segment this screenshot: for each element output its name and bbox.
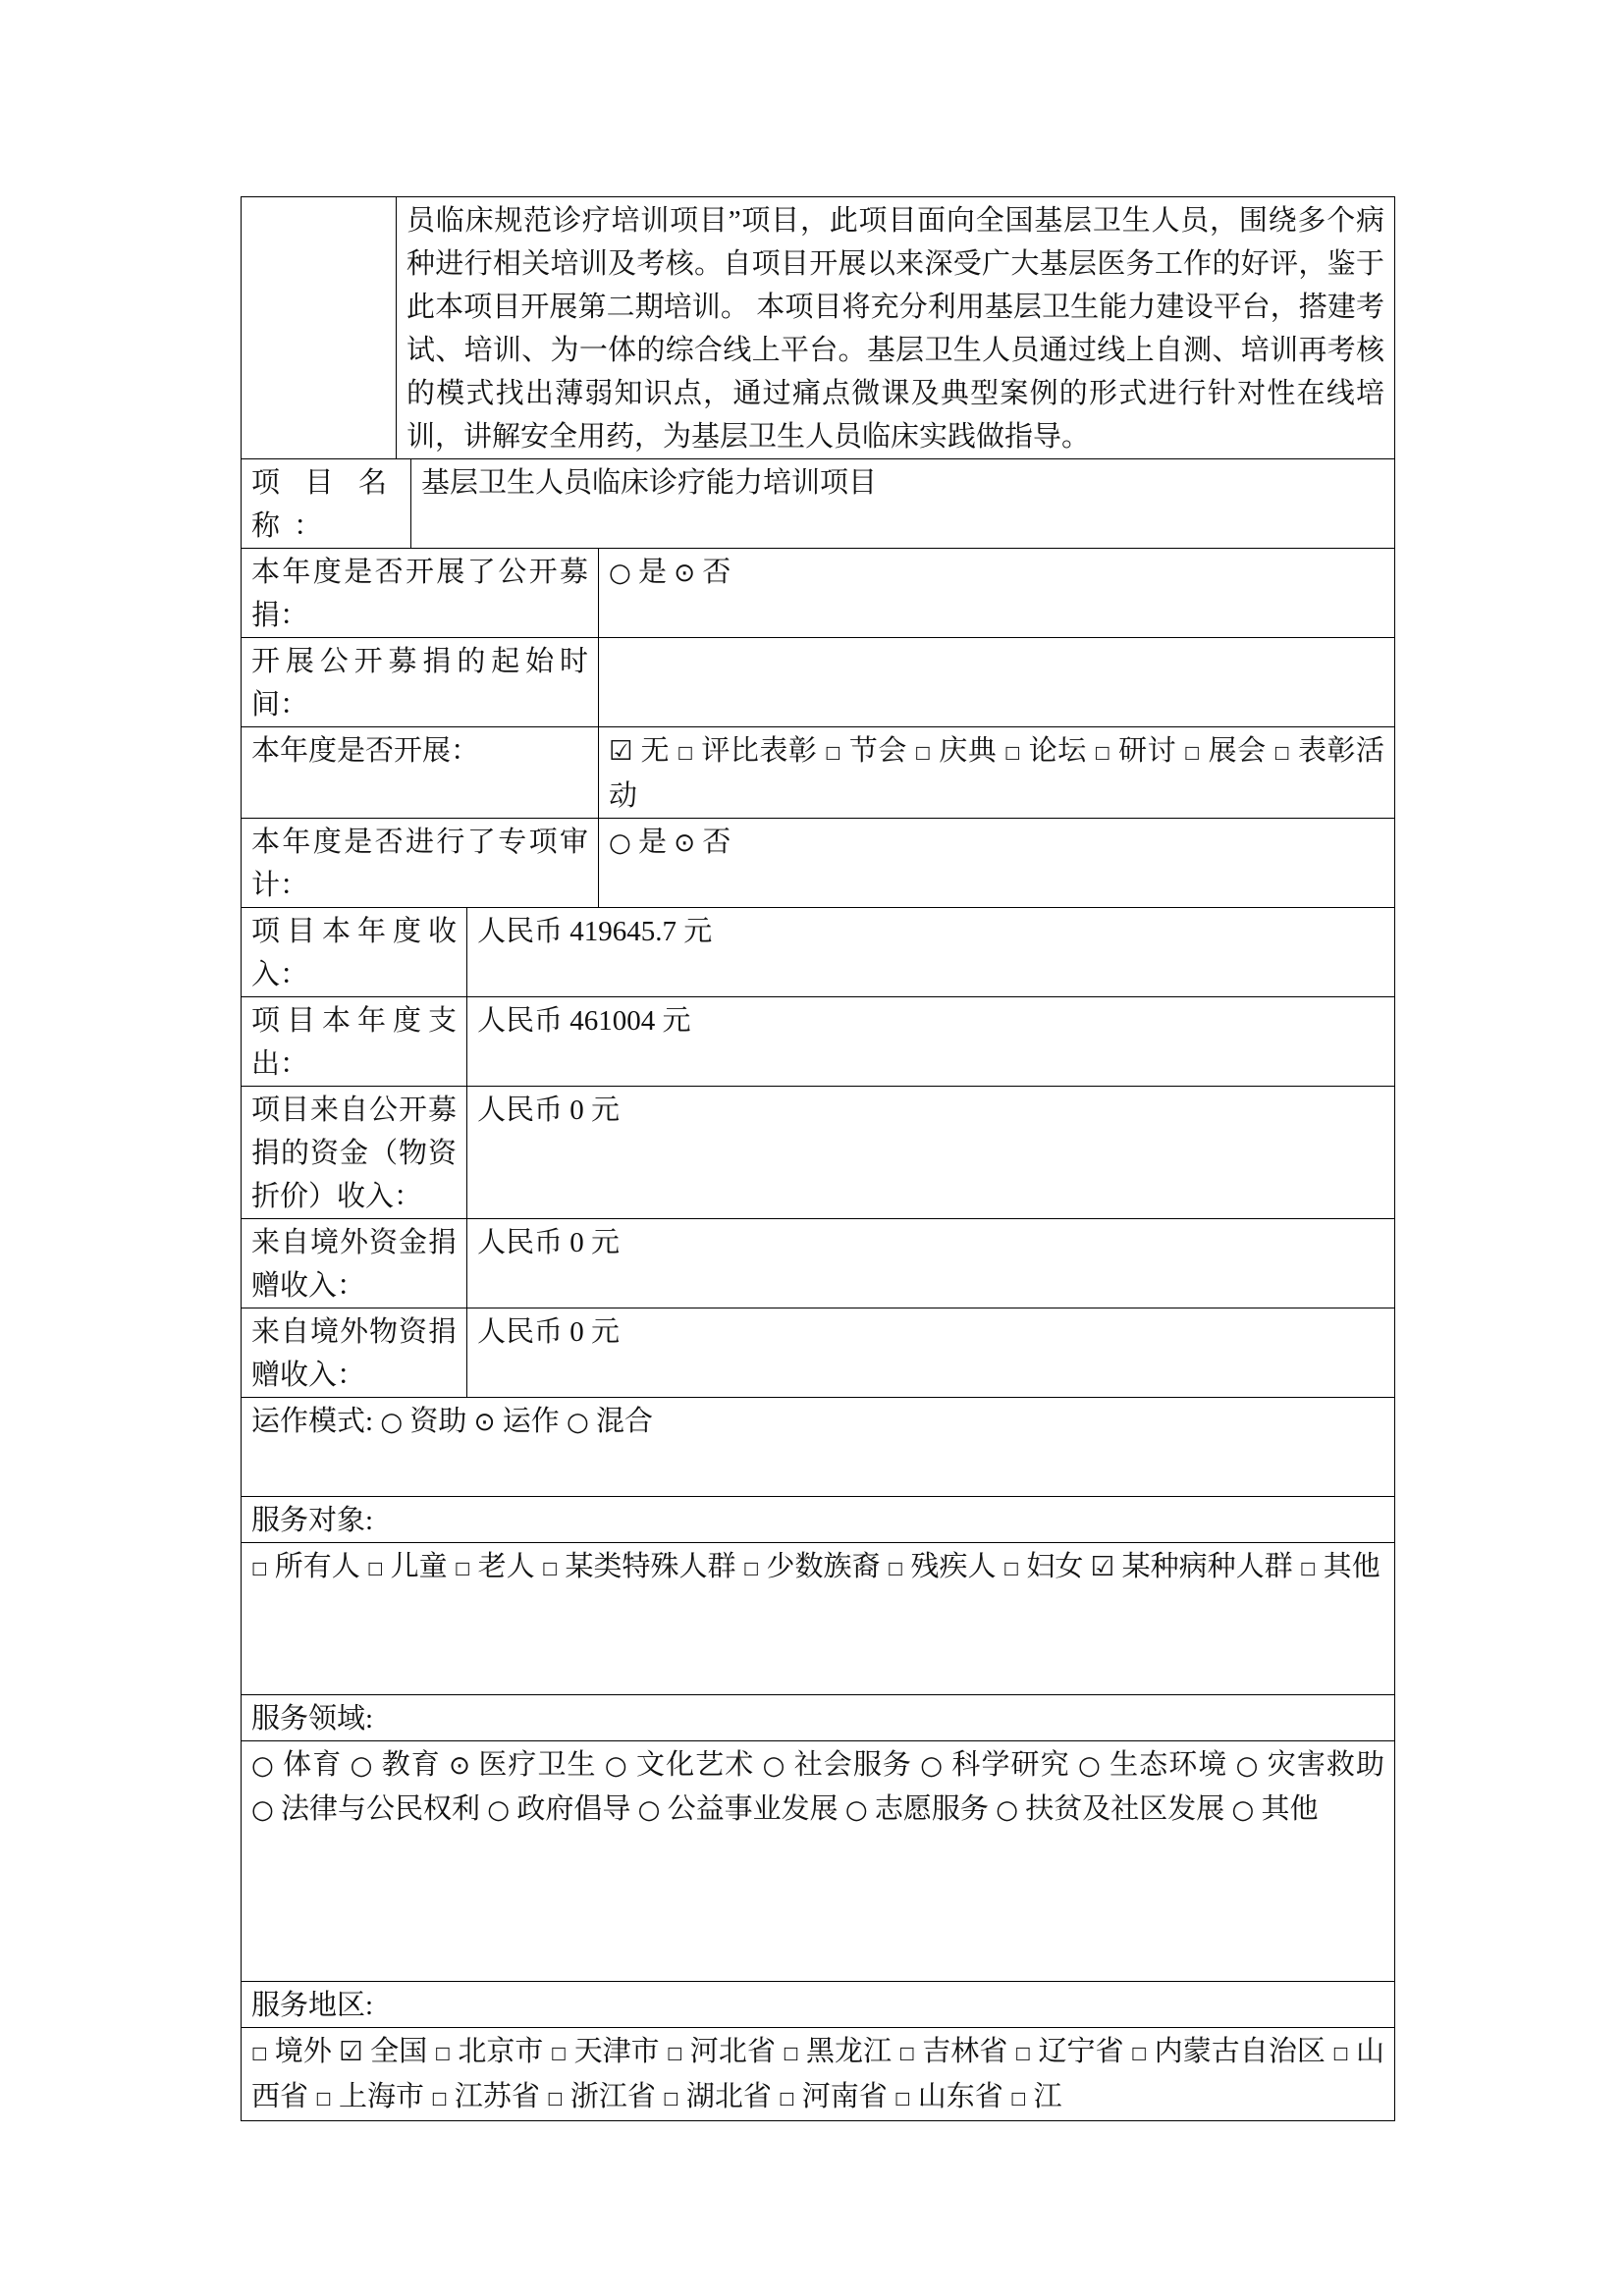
service-regions-header-row — [241, 1981, 1395, 2027]
radio-unchecked-icon: ○ — [1231, 1794, 1255, 1825]
operation-mode-label: 运作模式: — [251, 1405, 374, 1437]
radio-unchecked-icon: ○ — [604, 1750, 628, 1781]
option-label: 全国 — [370, 2035, 428, 2067]
activities-options — [599, 727, 1394, 818]
radio-checked-icon: ⊙ — [674, 559, 696, 588]
option-label: 天津市 — [573, 2035, 660, 2067]
service-targets-row — [241, 1542, 1395, 1694]
service-fields-header-row — [241, 1694, 1395, 1740]
radio-unchecked-icon: ○ — [380, 1407, 404, 1437]
option-label: 庆典 — [939, 735, 998, 767]
option-label: 河北省 — [689, 2035, 776, 2067]
annual-expense-row — [241, 996, 1395, 1086]
option-label: 表彰活动 — [609, 735, 1385, 812]
project-info-form — [241, 196, 1395, 2121]
intro-text: 员临床规范诊疗培训项目”项目，此项目面向全国基层卫生人员，围绕多个病种进行相关培训及考核。自项目开展以来深受广大基层医务工作的好评，鉴于此本项目开展第二期培训。 本项目将充分利用基层卫生能力建设平台，搭建考试、培训、为一体的综合线上平台。基层卫生人员通过线上自测、培训再考核的模式找出薄弱知识点，通过痛点微课及典型案例的形式进行针对性在线培训，讲解安全用药，为基层卫生人员临床实践做指导。 — [406, 205, 1384, 453]
option-label: 否 — [702, 826, 731, 858]
overseas-cash-donation-label: 来自境外资金捐赠收入： — [242, 1219, 467, 1308]
option-label: 体育 — [283, 1748, 343, 1781]
option-label: 其他 — [1323, 1550, 1380, 1582]
overseas-material-donation-label: 来自境外物资捐赠收入： — [242, 1308, 467, 1397]
operation-mode-options — [380, 1406, 653, 1437]
option-label: 否 — [702, 557, 731, 588]
checkbox-unchecked-icon: □ — [667, 2043, 683, 2063]
checkbox-unchecked-icon: □ — [914, 742, 932, 763]
option-label: 医疗卫生 — [478, 1748, 597, 1781]
service-fields-options — [242, 1741, 1394, 1981]
option-label: 儿童 — [390, 1550, 448, 1582]
radio-checked-icon: ⊙ — [473, 1407, 496, 1437]
service-regions-options — [242, 2028, 1394, 2120]
option-label: 混合 — [596, 1405, 654, 1437]
checkbox-unchecked-icon: □ — [454, 1558, 471, 1578]
public-fundraising-options — [599, 549, 1394, 637]
checkbox-unchecked-icon: □ — [783, 2043, 799, 2063]
radio-unchecked-icon: ○ — [251, 1750, 275, 1781]
option-label: 研讨 — [1118, 735, 1177, 767]
option-label: 少数族裔 — [766, 1550, 881, 1582]
checkbox-unchecked-icon: □ — [315, 2088, 332, 2109]
special-audit-row — [241, 818, 1395, 907]
checkbox-unchecked-icon: □ — [887, 1558, 904, 1578]
intro-row — [241, 196, 1395, 458]
option-label: 某类特殊人群 — [565, 1550, 736, 1582]
checkbox-unchecked-icon: □ — [1130, 2043, 1148, 2063]
radio-unchecked-icon: ○ — [637, 1794, 661, 1825]
radio-unchecked-icon: ○ — [920, 1750, 945, 1781]
overseas-cash-donation-row — [241, 1218, 1395, 1308]
service-regions-row — [241, 2027, 1395, 2120]
checkbox-unchecked-icon: □ — [779, 2088, 795, 2109]
service-regions-label: 服务地区: — [251, 1989, 374, 2021]
option-label: 政府倡导 — [516, 1792, 631, 1825]
option-label: 灾害救助 — [1267, 1748, 1384, 1781]
option-label: 无 — [640, 735, 670, 767]
checkbox-unchecked-icon: □ — [1094, 742, 1111, 763]
option-label: 残疾人 — [910, 1550, 997, 1582]
checkbox-unchecked-icon: □ — [251, 1558, 268, 1578]
annual-income-row — [241, 907, 1395, 996]
checkbox-unchecked-icon: □ — [742, 1558, 760, 1578]
checkbox-unchecked-icon: □ — [366, 1558, 384, 1578]
option-label: 山东省 — [917, 2080, 1003, 2112]
checkbox-unchecked-icon: □ — [1299, 1558, 1317, 1578]
operation-mode-cell — [242, 1398, 1394, 1496]
checkbox-unchecked-icon: □ — [1014, 2043, 1032, 2063]
project-name-row — [241, 458, 1395, 548]
service-targets-label: 服务对象: — [251, 1504, 374, 1536]
checkbox-unchecked-icon: □ — [1002, 1558, 1020, 1578]
checkbox-checked-icon: ☑ — [609, 735, 633, 767]
checkbox-checked-icon: ☑ — [339, 2035, 363, 2067]
option-label: 法律与公民权利 — [281, 1792, 481, 1825]
checkbox-unchecked-icon: □ — [677, 742, 694, 763]
radio-unchecked-icon: ○ — [996, 1794, 1018, 1825]
public-fundraising-income-row — [241, 1086, 1395, 1218]
intro-label-cell — [242, 197, 397, 458]
operation-mode-row — [241, 1397, 1395, 1496]
option-label: 老人 — [477, 1550, 535, 1582]
public-fundraising-income-label: 项目来自公开募捐的资金（物资折价）收入： — [242, 1087, 467, 1218]
option-label: 山西省 — [251, 2035, 1385, 2112]
special-audit-options — [599, 819, 1394, 907]
checkbox-unchecked-icon: □ — [898, 2043, 915, 2063]
radio-unchecked-icon: ○ — [251, 1794, 274, 1825]
service-fields-row — [241, 1740, 1395, 1981]
radio-unchecked-icon: ○ — [844, 1794, 868, 1825]
checkbox-unchecked-icon: □ — [894, 2088, 911, 2109]
radio-unchecked-icon: ○ — [1235, 1750, 1260, 1781]
option-label: 科学研究 — [951, 1748, 1070, 1781]
option-label: 所有人 — [274, 1550, 360, 1582]
option-label: 志愿服务 — [874, 1792, 989, 1825]
checkbox-unchecked-icon: □ — [434, 2043, 452, 2063]
fundraising-start-row — [241, 637, 1395, 726]
service-fields-label: 服务领域: — [251, 1702, 374, 1735]
radio-unchecked-icon: ○ — [567, 1407, 589, 1437]
checkbox-unchecked-icon: □ — [825, 742, 842, 763]
option-label: 内蒙古自治区 — [1154, 2035, 1326, 2067]
checkbox-unchecked-icon: □ — [1004, 742, 1021, 763]
radio-unchecked-icon: ○ — [762, 1750, 786, 1781]
radio-unchecked-icon: ○ — [1077, 1750, 1102, 1781]
checkbox-checked-icon: ☑ — [1090, 1550, 1115, 1582]
overseas-material-donation-value: 人民币 0 元 — [477, 1315, 621, 1348]
option-label: 河南省 — [801, 2080, 888, 2112]
option-label: 江 — [1033, 2080, 1062, 2112]
checkbox-unchecked-icon: □ — [663, 2088, 679, 2109]
public-fundraising-row — [241, 548, 1395, 637]
option-label: 黑龙江 — [806, 2035, 893, 2067]
activities-row — [241, 726, 1395, 818]
annual-income-value: 人民币 419645.7 元 — [477, 915, 713, 947]
option-label: 吉林省 — [922, 2035, 1008, 2067]
option-label: 文化艺术 — [636, 1748, 755, 1781]
option-label: 浙江省 — [569, 2080, 656, 2112]
public-fundraising-label: 本年度是否开展了公开募捐： — [242, 549, 599, 637]
option-label: 辽宁省 — [1038, 2035, 1124, 2067]
option-label: 扶贫及社区发展 — [1025, 1792, 1225, 1825]
project-name-value: 基层卫生人员临床诊疗能力培训项目 — [421, 467, 878, 499]
checkbox-unchecked-icon: □ — [1009, 2088, 1027, 2109]
option-label: 公益事业发展 — [667, 1792, 839, 1825]
option-label: 节会 — [848, 735, 907, 767]
option-label: 评比表彰 — [701, 735, 818, 767]
radio-unchecked-icon: ○ — [609, 828, 631, 858]
checkbox-unchecked-icon: □ — [1273, 742, 1291, 763]
checkbox-unchecked-icon: □ — [431, 2088, 448, 2109]
project-name-label: 项目名称： — [242, 459, 411, 548]
radio-checked-icon: ⊙ — [674, 828, 696, 858]
option-label: 论坛 — [1028, 735, 1087, 767]
special-audit-label: 本年度是否进行了专项审计： — [242, 819, 599, 907]
option-label: 北京市 — [458, 2035, 544, 2067]
option-label: 资助 — [409, 1405, 467, 1437]
checkbox-unchecked-icon: □ — [547, 2088, 564, 2109]
option-label: 社会服务 — [793, 1748, 912, 1781]
public-fundraising-income-value: 人民币 0 元 — [477, 1094, 621, 1126]
radio-checked-icon: ⊙ — [449, 1750, 471, 1781]
option-label: 是 — [638, 557, 668, 588]
option-label: 江苏省 — [454, 2080, 540, 2112]
overseas-cash-donation-value: 人民币 0 元 — [477, 1226, 621, 1258]
fundraising-start-label: 开展公开募捐的起始时间： — [242, 638, 599, 726]
radio-unchecked-icon: ○ — [609, 559, 631, 588]
radio-unchecked-icon: ○ — [350, 1750, 374, 1781]
option-label: 教育 — [381, 1748, 441, 1781]
fundraising-start-value — [599, 638, 1394, 726]
radio-unchecked-icon: ○ — [487, 1794, 511, 1825]
option-label: 其他 — [1261, 1792, 1319, 1825]
option-label: 某种病种人群 — [1121, 1550, 1293, 1582]
option-label: 湖北省 — [685, 2080, 772, 2112]
option-label: 是 — [638, 826, 668, 858]
option-label: 生态环境 — [1110, 1748, 1228, 1781]
option-label: 境外 — [274, 2035, 332, 2067]
checkbox-unchecked-icon: □ — [1183, 742, 1201, 763]
checkbox-unchecked-icon: □ — [1332, 2043, 1349, 2063]
annual-expense-label: 项目本年度支出： — [242, 997, 467, 1086]
checkbox-unchecked-icon: □ — [541, 1558, 559, 1578]
option-label: 上海市 — [338, 2080, 424, 2112]
overseas-material-donation-row — [241, 1308, 1395, 1397]
checkbox-unchecked-icon: □ — [251, 2043, 268, 2063]
service-targets-header-row — [241, 1496, 1395, 1542]
option-label: 运作 — [502, 1405, 560, 1437]
option-label: 展会 — [1208, 735, 1267, 767]
checkbox-unchecked-icon: □ — [550, 2043, 568, 2063]
activities-label: 本年度是否开展： — [242, 727, 599, 818]
annual-expense-value: 人民币 461004 元 — [477, 1004, 691, 1037]
service-targets-options — [242, 1543, 1394, 1694]
option-label: 妇女 — [1026, 1550, 1084, 1582]
annual-income-label: 项目本年度收入： — [242, 908, 467, 996]
